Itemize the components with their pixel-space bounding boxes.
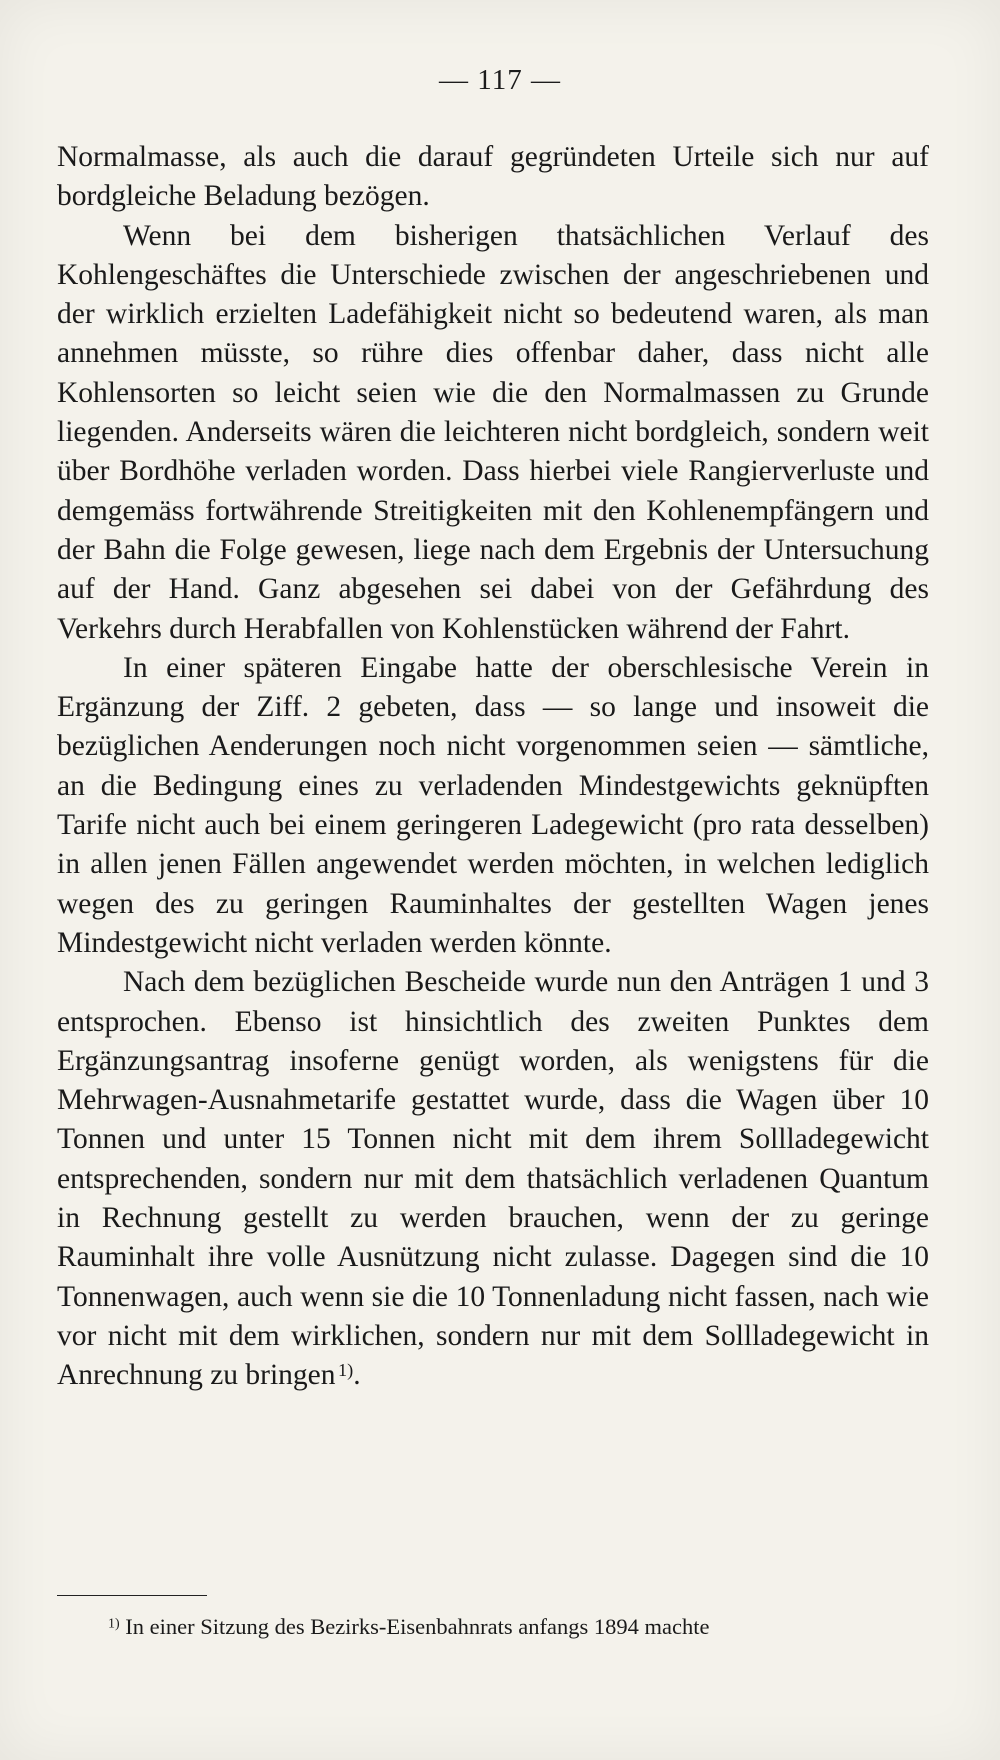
- paragraph-4: [57, 963, 929, 1395]
- paragraph-4-text: Nach dem bezüglichen Bescheide wurde nun den Anträgen 1 und 3 entsprochen. Ebenso ist hinsichtlich des zweiten Punktes dem Ergänzungsantrag insoferne genügt worden, als wenigstens für die Mehrwagen-Ausnahmetarife gestattet wurde, dass die Wagen über 10 Tonnen und unter 15 Tonnen nicht mit dem ihrem Sollladegewicht entsprechenden, sondern nur mit dem thatsächlich verladenen Quantum in Rechnung gestellt zu werden brauchen, wenn der zu geringe Rauminhalt ihre volle Ausnützung nicht zulasse. Dagegen sind die 10 Tonnenwagen, auch wenn sie die 10 Tonnenladung nicht fassen, nach wie vor nicht mit dem wirklichen, sondern nur mit dem Sollladegewicht in Anrechnung zu bringen: [57, 966, 929, 1392]
- page-number: — 117 —: [439, 64, 561, 96]
- body-text: [57, 138, 929, 1396]
- footnote-divider: [57, 1595, 207, 1596]
- footnote: [108, 1612, 928, 1642]
- footnote-marker: 1): [108, 1616, 120, 1632]
- paragraph-1: Normalmasse, als auch die darauf gegründeten Urteile sich nur auf bordgleiche Beladung bezögen.: [57, 141, 929, 213]
- paragraph-2: Wenn bei dem bisherigen thatsächlichen Verlauf des Kohlengeschäftes die Unterschiede zwischen der angeschriebenen und der wirklich erzielten Ladefähigkeit nicht so bedeutend waren, als man annehmen müsste, so rühre dies offenbar daher, dass nicht alle Kohlensorten so leicht seien wie die den Normalmassen zu Grunde liegenden. Anderseits wären die leichteren nicht bordgleich, sondern weit über Bordhöhe verladen worden. Dass hierbei viele Rangierverluste und demgemäss fortwährende Streitigkeiten mit den Kohlenempfängern und der Bahn die Folge gewesen, liege nach dem Ergebnis der Untersuchung auf der Hand. Ganz abgesehen sei dabei von der Gefährdung des Verkehrs durch Herabfallen von Kohlenstücken während der Fahrt.: [57, 219, 929, 645]
- paragraph-4-end: .: [353, 1359, 361, 1392]
- footnote-reference: 1): [338, 1359, 354, 1380]
- footnote-text: In einer Sitzung des Bezirks-Eisenbahnrats anfangs 1894 machte: [125, 1614, 710, 1639]
- paragraph-3: In einer späteren Eingabe hatte der oberschlesische Verein in Ergänzung der Ziff. 2 gebeten, dass — so lange und insoweit die bezüglichen Aenderungen noch nicht vorgenommen seien — sämtliche, an die Bedingung eines zu verladenden Mindestgewichts geknüpften Tarife nicht auch bei einem geringeren Ladegewicht (pro rata desselben) in allen jenen Fällen angewendet werden möchten, in welchen lediglich wegen des zu geringen Rauminhaltes der gestellten Wagen jenes Mindestgewicht nicht verladen werden könnte.: [57, 651, 929, 959]
